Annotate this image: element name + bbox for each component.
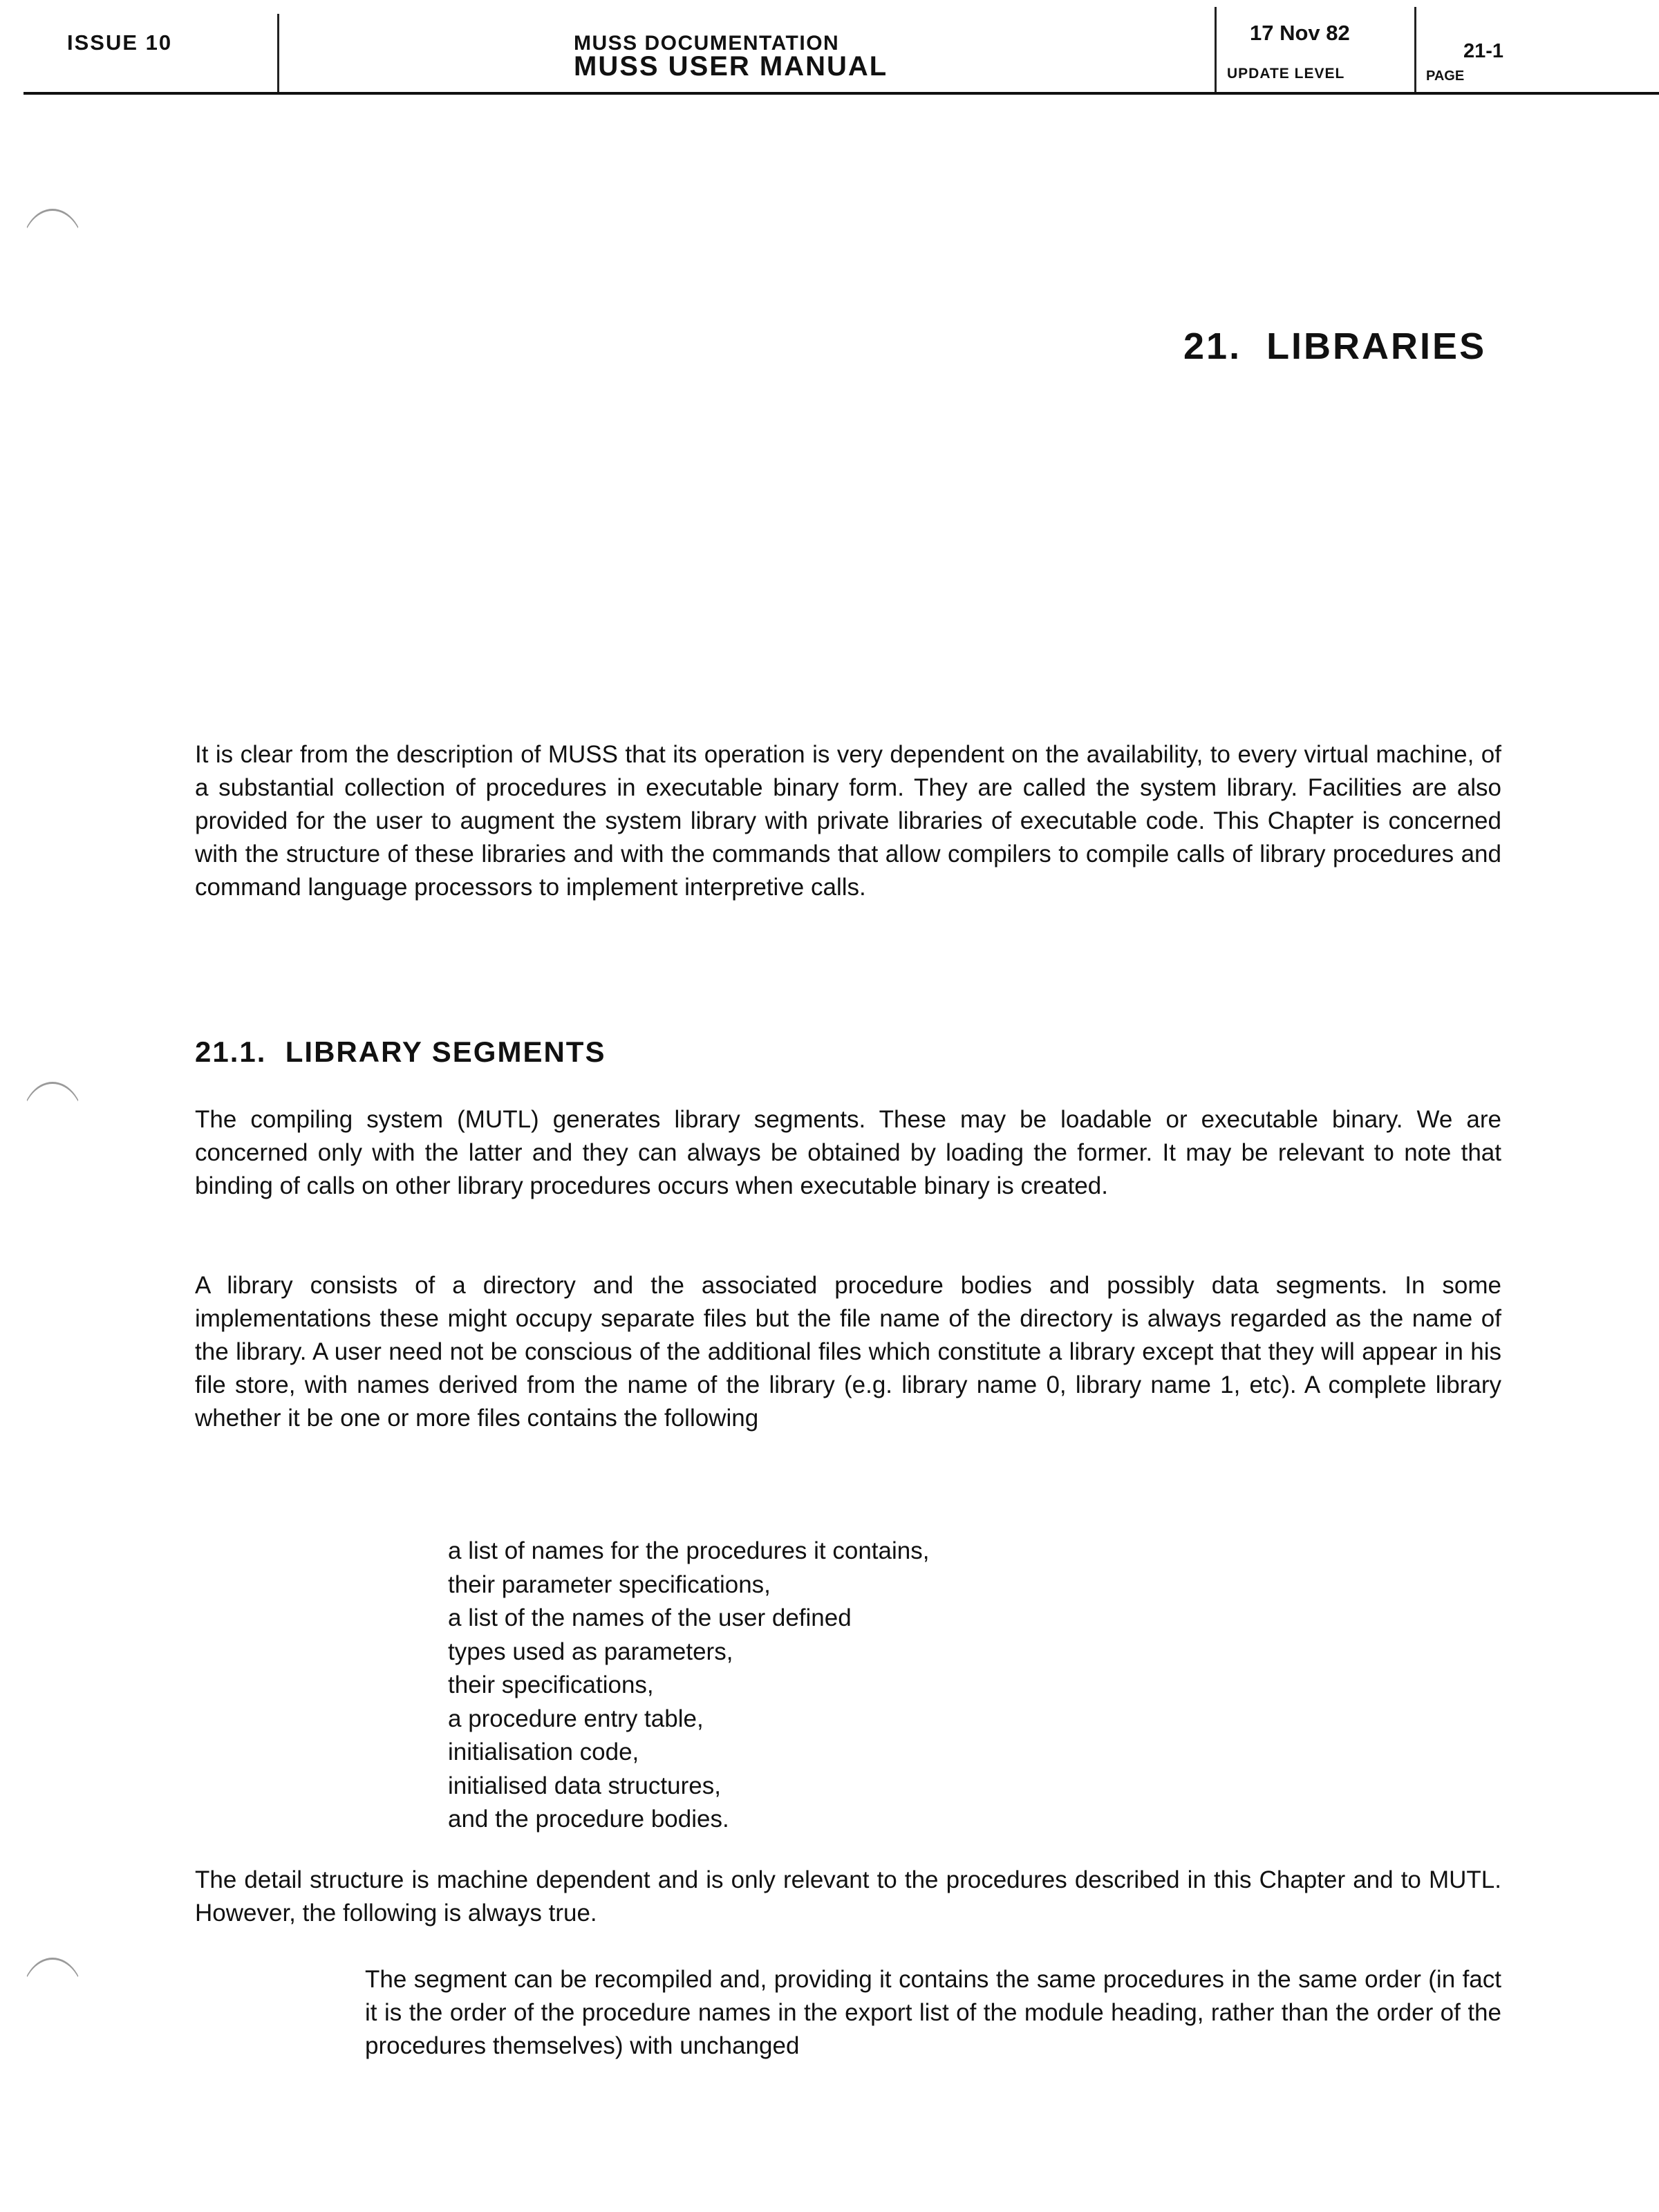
list-item: initialised data structures, <box>448 1772 721 1799</box>
intro-paragraph: It is clear from the description of MUSS that its operation is very dependent on the availability, to every virtual machine, of a substantial collection of procedures in executable binary form. They are called the system library. Facilities are also provided for the user to augment the system library with private libraries of executable code. This Chapter is concerned with the structure of these libraries and with the commands that allow compilers to compile calls of library procedures and command language processors to implement interpretive calls. <box>195 741 1501 901</box>
manual-title: MUSS USER MANUAL <box>574 51 888 82</box>
list-item: a list of the names of the user defined <box>448 1604 852 1631</box>
list-item: and the procedure bodies. <box>448 1806 729 1833</box>
issue-number: ISSUE 10 <box>67 30 173 55</box>
update-level-label: UPDATE LEVEL <box>1227 66 1345 82</box>
library-contents-list <box>448 1535 929 1837</box>
section-heading: 21.1. LIBRARY SEGMENTS <box>195 1035 606 1068</box>
indented-paragraph: The segment can be recompiled and, providing it contains the same procedures in the same order (in fact it is the order of the procedure names in the export list of the module heading, rather than the order of the procedures themselves) with unchanged <box>365 1966 1501 2059</box>
header-rule <box>24 92 1659 95</box>
list-item: their parameter specifications, <box>448 1571 771 1598</box>
punch-hole-mark <box>21 1082 84 1125</box>
header-divider <box>1215 7 1217 94</box>
page-number: 21-1 <box>1463 40 1504 62</box>
doc-series-title: MUSS DOCUMENTATION <box>574 32 840 55</box>
body-paragraph: The detail structure is machine dependent and is only relevant to the procedures described in this Chapter and to MUTL. However, the following is always true. <box>195 1866 1501 1927</box>
list-item: a procedure entry table, <box>448 1705 704 1732</box>
update-date: 17 Nov 82 <box>1250 21 1350 45</box>
body-paragraph: A library consists of a directory and the associated procedure bodies and possibly data segments. In some implementations these might occupy separate files but the file name of the directory is always regarded as the name of the library. A user need not be conscious of the additional files which constitute a library except that they will appear in his file store, with names derived from the name of the library (e.g. library name 0, library name 1, etc). A complete library whether it be one or more files contains the following <box>195 1272 1501 1432</box>
header-divider <box>277 14 279 94</box>
list-item: initialisation code, <box>448 1738 639 1765</box>
header-divider <box>1414 7 1416 94</box>
chapter-title: 21. LIBRARIES <box>1183 326 1487 367</box>
list-item: a list of names for the procedures it contains, <box>448 1537 930 1564</box>
punch-hole-mark <box>21 1958 84 2001</box>
page-label: PAGE <box>1426 68 1465 84</box>
body-paragraph: The compiling system (MUTL) generates library segments. These may be loadable or executable binary. We are concerned only with the latter and they can always be obtained by loading the former. It may be relevant to note that binding of calls on other library procedures occurs when executable binary is created. <box>195 1106 1501 1199</box>
punch-hole-mark <box>21 209 84 252</box>
list-item: types used as parameters, <box>448 1638 733 1665</box>
list-item: their specifications, <box>448 1671 654 1698</box>
